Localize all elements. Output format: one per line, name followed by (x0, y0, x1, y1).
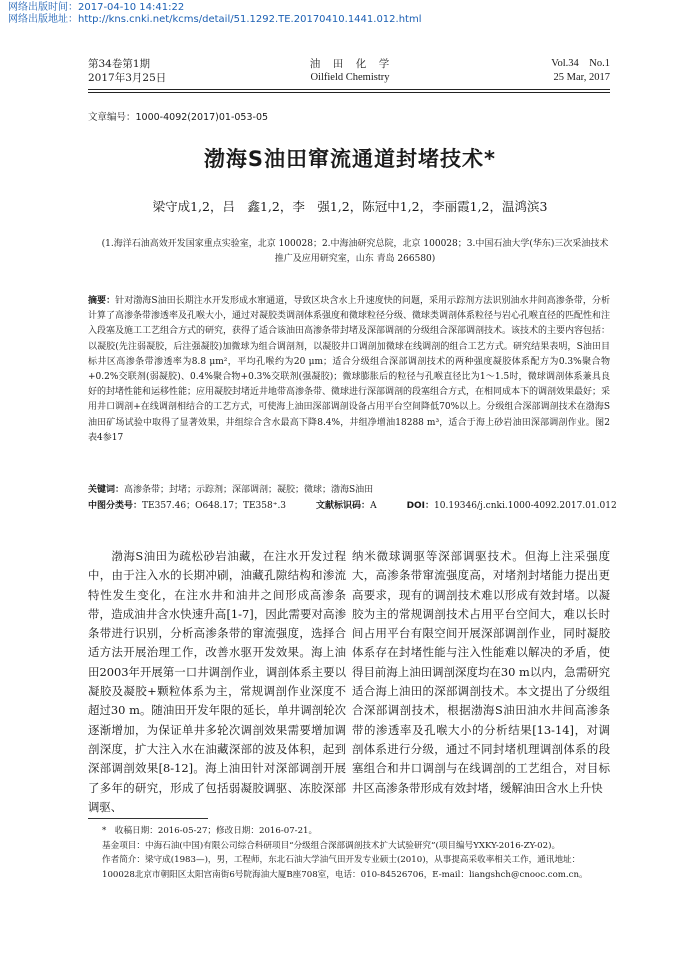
footnote-received: * 收稿日期：2016-05-27；修改日期：2016-07-21。 (102, 826, 318, 836)
body-text-right: 纳米微球调驱等深部调驱技术。但海上注采强度大，高渗条带窜流强度高，对堵剂封堵能力提出更高要求，现有的调剖技术难以形成有效封堵。以凝胶为主的常规调剖技术占用平台空间大，难以长时间占用平台有限空间开展深部调剖作业，同时凝胶体系存在封堵性能与注入性能难以解决的矛盾，使得目前海上油田调剖深度均在30 m以内，急需研究适合海上油田的深部调剖技术。本文提出了分级组合深部调剖技术，根据渤海S油田油水井间高渗条带的渗透率及孔喉大小的分析结果[13-14]，对调剖体系进行分级，通过不同封堵机理调剖体系的段塞组合和井口调剖与在线调剖的工艺组合，对目标井区高渗条带形成有效封堵，缓解油田含水上升快 (352, 549, 610, 795)
doc-code: A (370, 501, 377, 511)
classification-line (88, 500, 617, 513)
abstract (88, 294, 610, 446)
author-affiliations: (1.海洋石油高效开发国家重点实验室，北京 100028；2.中海油研究总院，北京 100028；3.中国石油大学(华东)三次采油技术推广及应用研究室，山东 青岛 266580) (101, 239, 609, 264)
keywords-label: 关键词： (88, 485, 125, 495)
cnki-publish-address[interactable]: 网络出版地址：http://kns.cnki.net/kcms/detail/51.1292.TE.20170410.1441.012.html (8, 14, 422, 25)
article-number: 文章编号：1000-4092(2017)01-053-05 (88, 112, 269, 123)
keywords-text: 高渗条带；封堵；示踪剂；深部调剖；凝胶；微球；渤海S油田 (124, 485, 374, 495)
footnote-rule (88, 818, 208, 819)
footnotes (88, 824, 610, 882)
clc-code: TE357.46；O648.17；TE358⁺.3 (142, 501, 287, 511)
header-volume-cn: 第34卷第1期 (88, 58, 151, 70)
doi-label: DOI： (406, 501, 435, 511)
header-journal-cn: 油 田 化 学 (309, 58, 391, 70)
header-volume-en: Vol.34 No.1 (551, 58, 610, 69)
body-text-left: 渤海S油田为疏松砂岩油藏，在注水开发过程中，由于注入水的长期冲刷，油藏孔隙结构和渗流特性发生变化，在注水井和油井之间形成高渗条带，造成油井含水快速升高[1-7]，因此需要对高渗条带进行识别，分析高渗条带的窜流强度，选择合适方法开展治理工作，改善水驱开发效果。海上油田2003年开展第一口井调剖作业，调剖体系主要以凝胶及凝胶+颗粒体系为主，常规调剖作业深度不超过30 m。随油田开发年限的延长，单井调剖轮次逐渐增加，为保证单井多轮次调剖效果需要增加调剖深度，扩大注入水在油藏深部的波及体积，起到深部调剖效果[8-12]。海上油田针对深部调剖开展了多年的研究，形成了包括弱凝胶调驱、冻胶深部调驱、 (88, 549, 346, 814)
footnote-fund: 基金项目：中海石油(中国)有限公司综合科研项目“分级组合深部调剖技术扩大试验研究”(项目编号YXKY-2016-ZY-02)。 (102, 840, 561, 851)
header-journal-en: Oilfield Chemistry (310, 72, 390, 83)
body-column-right (352, 547, 610, 798)
keywords (88, 484, 610, 497)
paper-title: 渤海S油田窜流通道封堵技术* (203, 147, 497, 171)
header-rule-bottom (88, 92, 610, 93)
footnote-author: 作者简介：梁守成(1983—)，男，工程师，东北石油大学油气田开发专业硕士(2010)，从事提高采收率相关工作，通讯地址：100028北京市朝阳区太阳宫南街6号院海油大厦B座708室，电话：010-84526706，E-mail：liangshch@cnooc.com.cn。 (102, 855, 588, 880)
header-rule-top (88, 89, 610, 90)
doc-code-label: 文献标识码： (316, 501, 371, 511)
header-date-en: 25 Mar, 2017 (553, 72, 610, 83)
abstract-label: 摘要： (88, 296, 116, 306)
doi-value[interactable]: 10.19346/j.cnki.1000-4092.2017.01.012 (434, 501, 617, 511)
author-list: 梁守成1,2，吕 鑫1,2，李 强1,2，陈冠中1,2，李丽霞1,2，温鸿滨3 (152, 199, 548, 214)
clc-label: 中图分类号： (88, 501, 143, 511)
cnki-publish-time: 网络出版时间：2017-04-10 14:41:22 (8, 2, 185, 13)
body-column-left (88, 547, 346, 817)
abstract-text: 针对渤海S油田长期注水开发形成水窜通道，导致区块含水上升速度快的问题，采用示踪剂方法识别油水井间高渗条带，分析计算了高渗条带渗透率及孔喉大小，通过对凝胶类调剖体系强度和微球粒径分级、微球类调剖体系粒径与岩心孔喉直径的匹配性和注入段塞及施工工艺组合方式的研究，获得了适合该油田高渗条带封堵及深部调剖的分级组合深部调剖技术。该技术的主要内容包括：以凝胶(先注弱凝胶，后注强凝胶)加微球为组合调剖剂，以凝胶井口调剖加微球在线调剖的组合工艺方式。研究结果表明，S油田目标井区高渗条带渗透率为8.8 μm²，平均孔喉约为20 μm；适合分级组合深部调剖技术的两种强度凝胶体系配方为0.3%聚合物+0.2%交联剂(弱凝胶)、0.4%聚合物+0.3%交联剂(强凝胶)；微球膨胀后的粒径与孔喉直径比为1～1.5时，微球调剖体系兼具良好的封堵性能和运移性能；应用凝胶封堵近井地带高渗条带、微球进行深部调剖的段塞组合方式，在相同成本下的调剖效果最好；采用井口调剖+在线调剖相结合的工艺方式，可使海上油田深部调剖设备占用平台空间降低70%以上。分级组合深部调剖技术在渤海S油田矿场试验中取得了显著效果，井组综合含水最高下降8.4%，井组净增油18288 m³，适合于海上砂岩油田深部调剖作业。图2表4参17 (88, 296, 611, 443)
header-date-cn: 2017年3月25日 (88, 72, 167, 84)
